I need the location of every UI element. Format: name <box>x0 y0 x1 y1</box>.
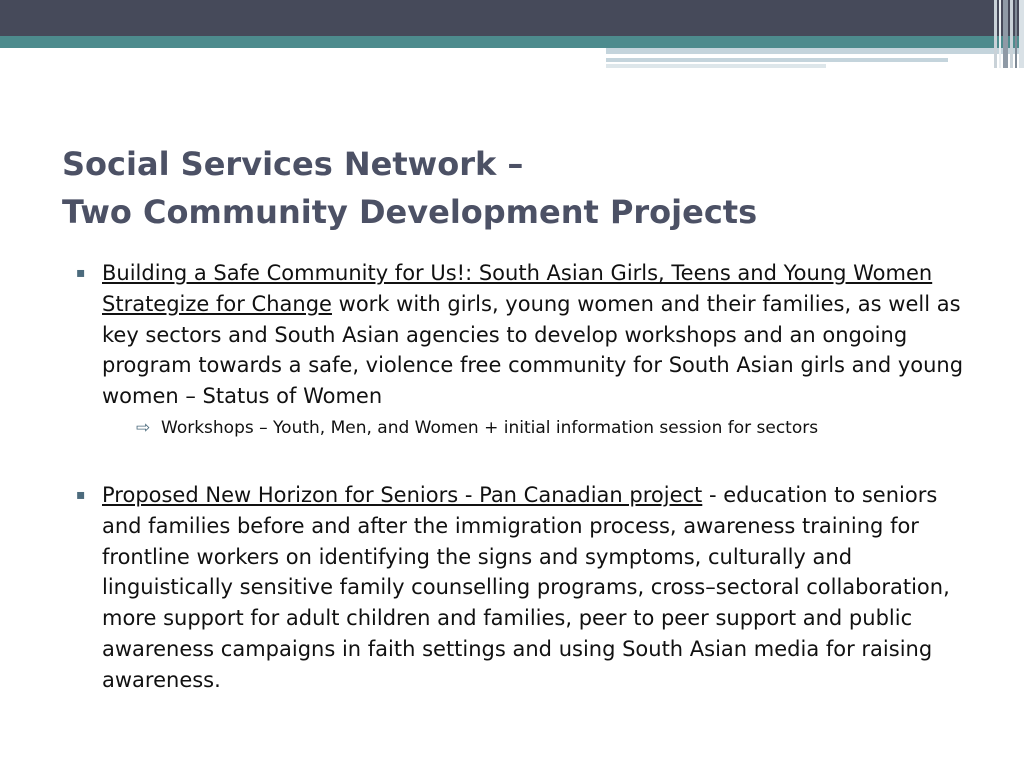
square-bullet-icon: ▪ <box>76 265 86 281</box>
project-title-link: Building a Safe Community for Us!: South Asian Girls, Teens and Young Women Strategize for Change <box>102 261 933 316</box>
bullet-text: work with girls, young women and their families, as well as key sectors and South Asian agencies to develop workshops and an ongoing program towards a safe, violence free community for South Asian girls and young women – Status of Women <box>102 291 964 409</box>
header-accent-bar <box>606 64 826 68</box>
slide-title-line-1: Social Services Network – <box>62 145 524 183</box>
bullet-text: - education to seniors and families before and after the immigration process, awareness training for frontline workers on identifying the signs and symptoms, culturally and linguistically sensitive family counselling programs, cross–sectoral collaboration, more support for adult children and families, peer to peer support and public awareness campaigns in faith settings and using South Asian media for raising awareness. <box>102 482 950 692</box>
header-accent-gap <box>606 54 948 57</box>
corner-stripe <box>1015 0 1017 68</box>
sub-bullet-text: Workshops – Youth, Men, and Women + initial information session for sectors <box>161 417 819 438</box>
sub-bullet-item <box>102 416 966 440</box>
slide-body <box>76 258 966 696</box>
slide-title-line-2: Two Community Development Projects <box>62 193 758 231</box>
project-title-link: Proposed New Horizon for Seniors - Pan Canadian project <box>102 482 703 507</box>
arrow-right-icon: ⇨ <box>136 417 151 438</box>
corner-stripe <box>999 0 1001 68</box>
corner-stripe <box>1019 0 1024 68</box>
header-band-teal <box>0 36 1024 48</box>
header-accent-bar <box>606 58 948 62</box>
bullet-item <box>76 258 966 440</box>
slide-title <box>62 140 982 236</box>
corner-stripe <box>1003 0 1008 68</box>
bullet-item <box>76 480 966 696</box>
corner-stripe <box>1010 0 1013 68</box>
square-bullet-icon: ▪ <box>76 486 86 503</box>
corner-stripe <box>994 0 997 68</box>
header-band-dark <box>0 0 1024 36</box>
